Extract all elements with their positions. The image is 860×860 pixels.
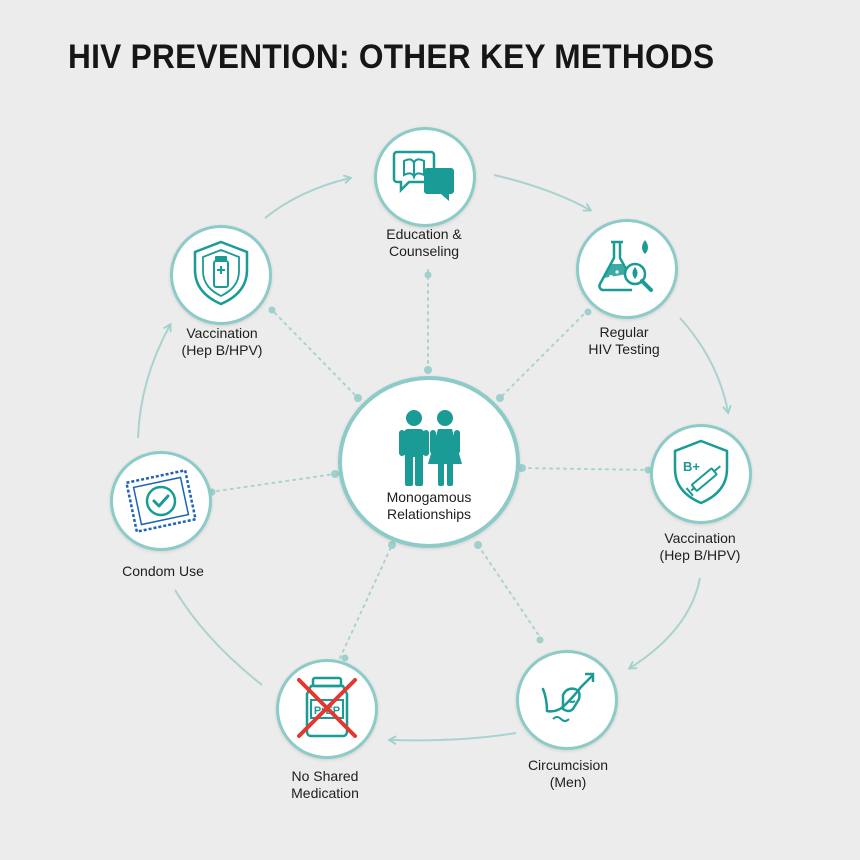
book-chat-icon — [377, 130, 473, 224]
ring-line-medication-to-condom — [175, 590, 262, 685]
label-line1: Vaccination — [664, 530, 736, 546]
ring-arrow-vacc-right-to-circumcision — [630, 578, 700, 668]
center-label-line2: Relationships — [386, 506, 472, 522]
label-line1: Education & — [386, 226, 462, 242]
spoke-dot — [269, 307, 276, 314]
ring-arrow-vacc-left-to-education — [265, 178, 350, 218]
label-line1: Circumcision — [527, 757, 609, 773]
label-line1: No Shared — [291, 768, 359, 784]
node-vaccination-left — [170, 225, 272, 325]
node-medication — [276, 659, 378, 759]
label-line2: Counseling — [388, 243, 460, 259]
node-testing — [576, 219, 678, 319]
label-line2: HIV Testing — [588, 341, 660, 357]
label-line1: Vaccination — [186, 325, 258, 341]
spoke-dot — [425, 272, 432, 279]
spoke-circumcision — [478, 545, 542, 640]
node-vaccination-right — [650, 424, 752, 524]
crossed-pill-bottle-icon — [279, 662, 375, 756]
spoke-condom — [210, 474, 335, 492]
ring-arrow-circumcision-to-medication — [390, 733, 516, 740]
circumcision-icon — [519, 653, 615, 747]
label-vaccination-right — [660, 530, 741, 564]
node-circumcision — [516, 650, 618, 750]
spoke-medication — [340, 545, 392, 658]
label-education — [386, 226, 462, 260]
shield-vial-icon — [173, 228, 269, 322]
node-condom — [110, 451, 212, 551]
condom-check-icon — [113, 454, 209, 548]
label-line1: Regular — [599, 324, 649, 340]
page-title: HIV PREVENTION: OTHER KEY METHODS — [68, 38, 715, 76]
label-testing — [588, 324, 659, 358]
badge-text: B+ — [683, 459, 700, 474]
label-vaccination-left — [182, 325, 263, 359]
ring-arrow-testing-to-vacc-right — [680, 318, 728, 412]
label-condom — [122, 563, 204, 580]
lab-flask-magnifier-icon — [579, 222, 675, 316]
label-line1: Condom Use — [122, 563, 204, 579]
bottle-label: PrEP — [313, 705, 341, 717]
node-education — [374, 127, 476, 227]
label-line2: (Hep B/HPV) — [181, 342, 263, 358]
ring-arrow-education-to-testing — [494, 175, 590, 210]
shield-syringe-icon — [653, 427, 749, 521]
label-line2: Medication — [291, 785, 359, 801]
label-medication — [291, 768, 359, 802]
spoke-dot — [424, 366, 432, 374]
spoke-dot — [537, 637, 544, 644]
center-label-line1: Monogamous — [386, 489, 472, 505]
center-label — [387, 489, 472, 523]
ring-arrow-condom-to-vacc-left — [138, 325, 170, 438]
label-line2: (Men) — [549, 774, 587, 790]
spoke-vaccination-right — [522, 468, 650, 470]
label-line2: (Hep B/HPV) — [659, 547, 741, 563]
label-circumcision — [528, 757, 608, 791]
